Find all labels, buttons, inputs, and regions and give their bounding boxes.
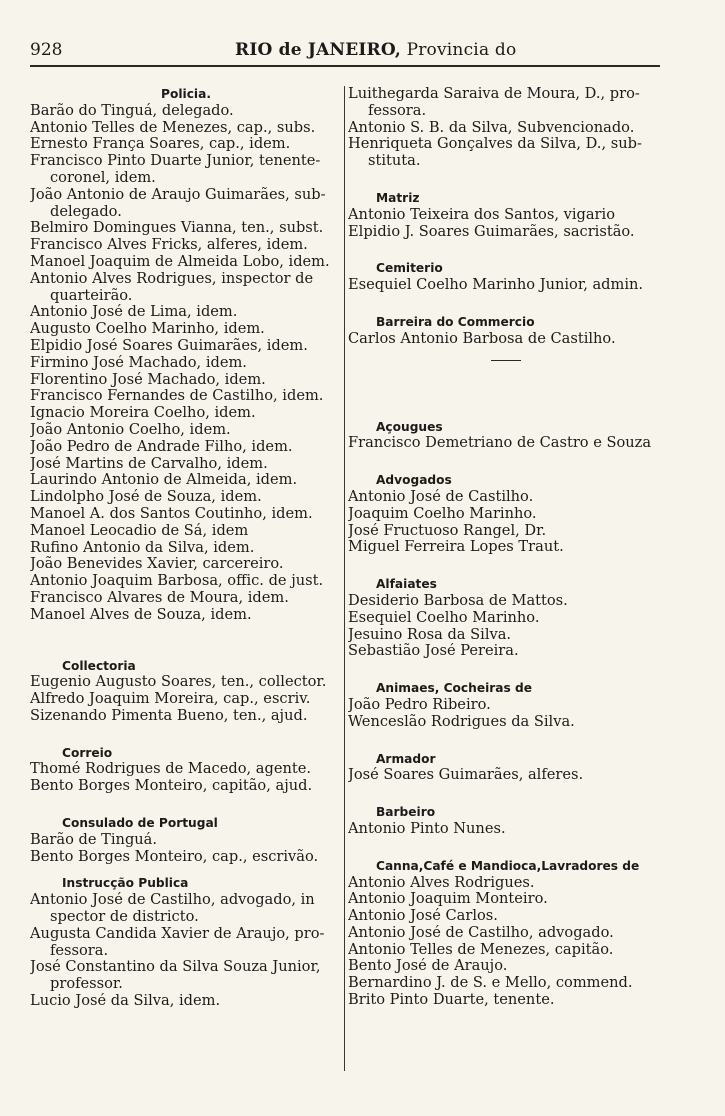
section-heading-acougues: Açougues	[376, 419, 443, 434]
list-item: Antonio Alves Rodrigues, inspector de	[30, 270, 314, 287]
list-item: Antonio Pinto Nunes.	[348, 820, 506, 837]
list-item: Ignacio Moreira Coelho, idem.	[30, 405, 256, 422]
list-item: Ernesto França Soares, cap., idem.	[30, 136, 291, 153]
list-item: Firmino José Machado, idem.	[30, 354, 247, 371]
list-item: Sebastião José Pereira.	[348, 643, 519, 660]
list-item: Joaquim Coelho Marinho.	[348, 505, 537, 522]
list-item: Wenceslão Rodrigues da Silva.	[348, 713, 575, 730]
list-item: Bernardino J. de S. e Mello, commend.	[348, 975, 633, 992]
list-item: fessora.	[368, 102, 427, 119]
list-item: Antonio Telles de Menezes, capitão.	[348, 941, 614, 958]
list-item: João Antonio Coelho, idem.	[30, 421, 231, 438]
list-item: Manoel Joaquim de Almeida Lobo, idem.	[30, 253, 330, 270]
running-title-main: RIO de JANEIRO,	[235, 40, 401, 60]
list-item: Antonio José de Castilho, advogado, in	[30, 892, 315, 909]
left-column	[30, 86, 342, 1010]
list-item: Lindolpho José de Souza, idem.	[30, 489, 262, 506]
list-item: Antonio Joaquim Monteiro.	[348, 891, 548, 908]
section-heading-collectoria: Collectoria	[62, 658, 136, 673]
section-heading-cemiterio: Cemiterio	[376, 261, 443, 276]
section-heading-armador: Armador	[376, 751, 436, 766]
list-item: Luithegarda Saraiva de Moura, D., pro-	[348, 86, 640, 102]
section-heading-policia: Policia.	[161, 87, 211, 101]
list-item: João Pedro de Andrade Filho, idem.	[30, 438, 293, 455]
list-item: Henriqueta Gonçalves da Silva, D., sub-	[348, 136, 642, 153]
list-item: Bento José de Araujo.	[348, 958, 508, 975]
list-item: Esequiel Coelho Marinho Junior, admin.	[348, 277, 644, 294]
list-item: Miguel Ferreira Lopes Traut.	[348, 539, 564, 556]
list-item: Eugenio Augusto Soares, ten., collector.	[30, 674, 327, 691]
list-item: Bento Borges Monteiro, capitão, ajud.	[30, 778, 313, 795]
section-heading-animaes: Animaes, Cocheiras de	[376, 681, 532, 696]
section-heading-alfaiates: Alfaiates	[376, 577, 437, 592]
section-heading-barreira: Barreira do Commercio	[376, 314, 535, 329]
list-item: Jesuino Rosa da Silva.	[348, 626, 512, 643]
page-number: 928	[30, 40, 63, 60]
running-title-sub: Provincia do	[406, 40, 517, 60]
list-item: Alfredo Joaquim Moreira, cap., escriv.	[30, 691, 311, 708]
section-heading-consulado: Consulado de Portugal	[62, 816, 218, 831]
section-heading-advogados: Advogados	[376, 473, 452, 488]
list-item: Brito Pinto Duarte, tenente.	[348, 992, 555, 1009]
list-item: Manoel Leocadio de Sá, idem	[30, 522, 249, 539]
list-item: Francisco Alvares de Moura, idem.	[30, 589, 289, 606]
list-item: delegado.	[50, 203, 122, 220]
list-item: coronel, idem.	[50, 169, 156, 186]
right-column	[348, 86, 662, 1009]
section-heading-instruccao: Instrucção Publica	[62, 876, 189, 891]
list-item: José Fructuoso Rangel, Dr.	[348, 522, 547, 539]
list-item: João Pedro Ribeiro.	[348, 696, 491, 713]
list-item: Belmiro Domingues Vianna, ten., subst.	[30, 220, 324, 237]
section-heading-matriz: Matriz	[376, 190, 420, 205]
list-item: Antonio Teixeira dos Santos, vigario	[348, 206, 615, 223]
list-item: Sizenando Pimenta Bueno, ten., ajud.	[30, 707, 308, 724]
list-item: Francisco Pinto Duarte Junior, tenente-	[30, 153, 321, 170]
list-item: quarteirão.	[50, 287, 133, 304]
list-item: Antonio José Carlos.	[348, 908, 498, 925]
list-item: Elpidio J. Soares Guimarães, sacristão.	[348, 223, 635, 240]
list-item: Esequiel Coelho Marinho.	[348, 609, 540, 626]
list-item: Manoel Alves de Souza, idem.	[30, 606, 252, 623]
list-item: Barão de Tinguá.	[30, 831, 158, 848]
list-item: João Benevides Xavier, carcereiro.	[30, 556, 284, 573]
page-header	[30, 40, 660, 66]
list-item: Antonio José de Castilho.	[348, 488, 534, 505]
section-heading-canna: Canna,Café e Mandioca,Lavradores de	[376, 858, 640, 873]
list-item: Carlos Antonio Barbosa de Castilho.	[348, 330, 616, 347]
list-item: fessora.	[50, 942, 109, 959]
list-item: professor.	[50, 976, 123, 993]
list-item: Bento Borges Monteiro, cap., escrivão.	[30, 848, 319, 865]
list-item: Francisco Demetriano de Castro e Souza	[348, 435, 652, 452]
list-item: spector de districto.	[50, 909, 199, 926]
list-item: Manoel A. dos Santos Coutinho, idem.	[30, 505, 313, 522]
list-item: Thomé Rodrigues de Macedo, agente.	[30, 761, 311, 778]
list-item: João Antonio de Araujo Guimarães, sub-	[30, 186, 326, 203]
list-item: stituta.	[368, 153, 421, 170]
list-item: José Martins de Carvalho, idem.	[30, 455, 268, 472]
list-item: Lucio José da Silva, idem.	[30, 993, 221, 1010]
section-heading-correio: Correio	[62, 745, 113, 760]
list-item: Antonio S. B. da Silva, Subvencionado.	[348, 119, 635, 136]
list-item: Elpidio José Soares Guimarães, idem.	[30, 337, 308, 354]
running-title	[235, 40, 516, 60]
list-item: Rufino Antonio da Silva, idem.	[30, 539, 255, 556]
list-item: José Constantino da Silva Souza Junior,	[30, 959, 321, 976]
list-item: Francisco Alves Fricks, alferes, idem.	[30, 237, 308, 254]
list-item: Antonio Joaquim Barbosa, offic. de just.	[30, 573, 324, 590]
list-item: Antonio José de Castilho, advogado.	[348, 924, 614, 941]
list-item: Laurindo Antonio de Almeida, idem.	[30, 472, 298, 489]
list-item: Barão do Tinguá, delegado.	[30, 102, 234, 119]
list-item: Antonio Alves Rodrigues.	[348, 874, 535, 891]
list-item: Florentino José Machado, idem.	[30, 371, 266, 388]
list-item: Augusto Coelho Marinho, idem.	[30, 321, 265, 338]
column-divider	[344, 86, 345, 1071]
header-rule	[30, 65, 660, 67]
list-item: José Soares Guimarães, alferes.	[348, 767, 584, 784]
list-item: Augusta Candida Xavier de Araujo, pro-	[30, 925, 325, 942]
list-item: Antonio José de Lima, idem.	[30, 304, 238, 321]
list-item: Antonio Telles de Menezes, cap., subs.	[30, 119, 316, 136]
list-item: Desiderio Barbosa de Mattos.	[348, 592, 568, 609]
list-item: Francisco Fernandes de Castilho, idem.	[30, 388, 324, 405]
section-heading-barbeiro: Barbeiro	[376, 805, 436, 820]
